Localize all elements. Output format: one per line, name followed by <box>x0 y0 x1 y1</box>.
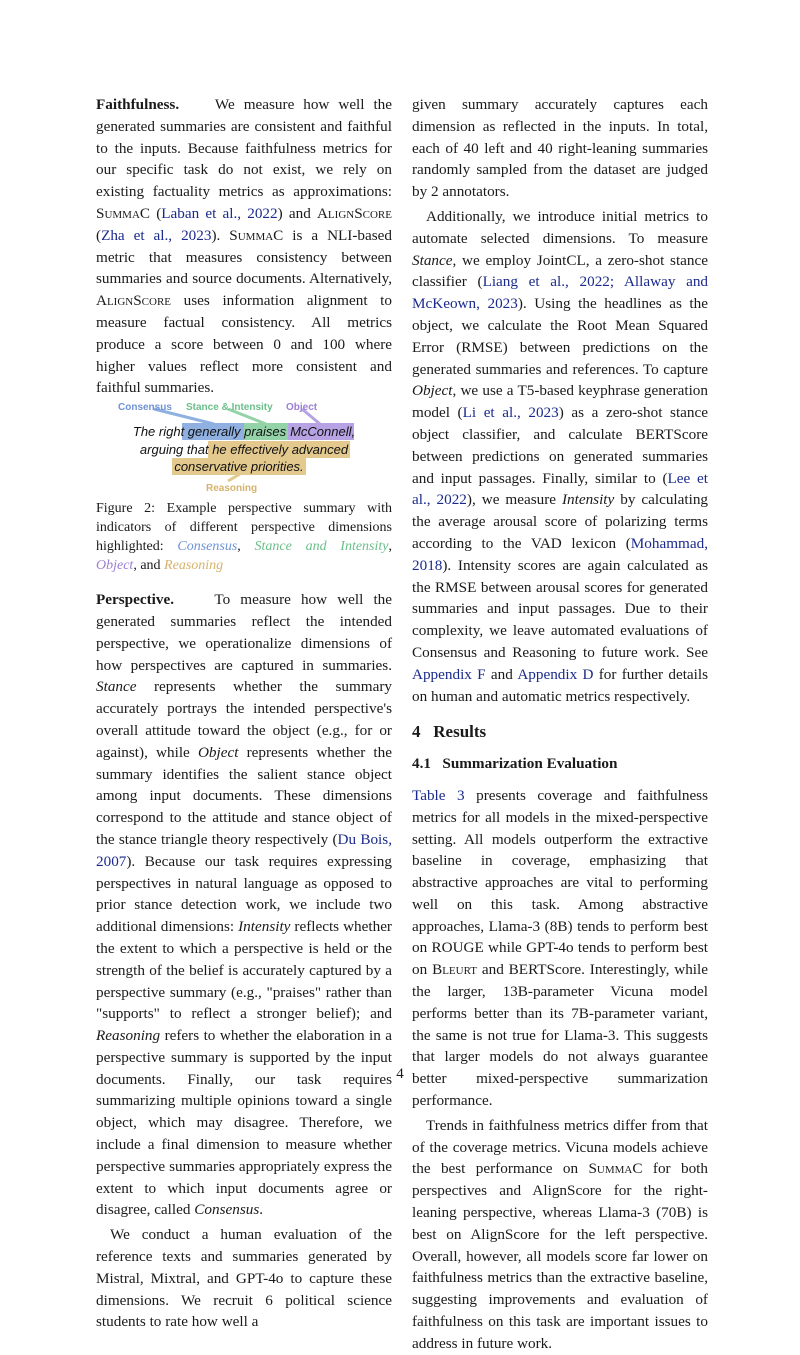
link-appendix-d[interactable]: Appendix D <box>517 665 594 683</box>
annotation-paragraph: given summary accurately captures each dimension as reflected in the inputs. In total, each of 40 left and 40 right-leaning summaries randomly sampled from the dataset are judged by 2 annotators. <box>412 96 708 201</box>
label-stance-intensity: Stance & Intensity <box>186 402 273 414</box>
figure-caption: Figure 2: Example perspective summary with indicators of different perspective dimensions highlighted: Consensus, Stance and Intensity, Object, and Reasoning <box>96 501 393 574</box>
faithfulness-trends-paragraph: Trends in faithfulness metrics differ from that of the coverage metrics. Vicuna models achieve the best performance on SummaC for both perspectives and AlignScore for the right-leaning perspective, whereas Llama-3 (70B) is best on AlignScore for the left perspective. Overall, however, all models score far lower on faithfulness metrics than the extractive baseline, suggesting improvements and evaluation of faithfulness on this task are important issues to address in future work. <box>412 1116 708 1352</box>
subsection-heading: 4.1 Summarization Evaluation <box>412 755 618 773</box>
section-heading: 4 Results <box>412 722 487 742</box>
coverage-paragraph: Table 3 presents coverage and faithfulness metrics for all models in the mixed-perspective setting. All models outperform the extractive baseline in coverage, emphasizing that abstractive approaches are vital to performing well on this task. Among abstractive approaches, Llama-3 (8B) tends to perform best on ROUGE while GPT-4o tends to perform best on Bleurt and BERTScore. Interestingly, while the larger, 13B-parameter Vicuna model performs better than its 7B-parameter variant, the same is not true for Llama-3. This suggests that larger models do not always guarantee better mixed-perspective summarization performance. <box>412 786 709 1110</box>
figure-2 <box>96 401 392 493</box>
page-number: 4 <box>396 1066 404 1082</box>
perspective-figure <box>96 401 392 493</box>
automatic-metrics-paragraph: Additionally, we introduce initial metrics to automate selected dimensions. To measure Stance, we employ JointCL, a zero-shot stance classifier (Liang et al., 2022; Allaway and McKeown, 2023). Using the headlines as the object, we calculate the Root Mean Squared Error (RMSE) between predictions on the generated summaries and references. To capture Object, we use a T5-based keyphrase generation model (Li et al., 2023) as a zero-shot stance object classifier, and calculate BERTScore between predictions on generated summaries and input passages. Finally, similar to (Lee et al., 2022), we measure Intensity by calculating the average arousal score of polarizing terms according to the VAD lexicon (Mohammad, 2018). Intensity scores are again calculated as the RMSE between arousal scores for generated summaries and input passages. Due to their complexity, we leave automated evaluations of Consensus and Reasoning to future work. See Appendix F and Appendix D for further details on human and automatic metrics respectively. <box>412 207 709 705</box>
label-consensus: Consensus <box>118 402 172 414</box>
right-column <box>412 94 708 1355</box>
human-eval-paragraph: We conduct a human evaluation of the reference texts and summaries generated by Mistral, Mixtral, and GPT-4o to capture these dimensions. We recruit 6 political science students to rate how well a <box>96 1226 392 1331</box>
citation-liang-allaway[interactable]: Liang et al., 2022; Allaway and McKeown, 2023 <box>412 273 709 313</box>
citation-dubois[interactable]: Du Bois, 2007 <box>96 830 392 870</box>
perspective-heading: Perspective. <box>96 591 175 609</box>
summary-line-2: arguing that he effectively advanced <box>139 442 349 458</box>
link-table-3[interactable]: Table 3 <box>412 786 465 804</box>
summary-line-3: conservative priorities. <box>174 459 304 475</box>
summary-line-1: The right generally praises McConnell, <box>132 424 356 440</box>
citation-laban[interactable]: Laban et al., 2022 <box>161 204 278 222</box>
link-appendix-f[interactable]: Appendix F <box>412 665 486 683</box>
faithfulness-heading: Faithfulness. <box>96 96 180 113</box>
citation-mohammad[interactable]: Mohammad, 2018 <box>412 534 708 574</box>
citation-lee[interactable]: Lee et al., 2022 <box>412 469 708 509</box>
faithfulness-paragraph: Faithfulness. We measure how well the generated summaries are consistent and faithful to the inputs. Because faithfulness metrics for our specific task do not exist, we rely on existing factuality metrics as approximations: SummaC (Laban et al., 2022) and AlignScore (Zha et al., 2023). SummaC is a NLI-based metric that measures consistency between summaries and source documents. Alternatively, AlignScore uses information alignment to measure factual consistency. All metrics produce a score between 0 and 100 where higher values reflect more consistent and faithful summaries. <box>96 96 393 397</box>
perspective-paragraph: Perspective. To measure how well the generated summaries reflect the intended perspective, we operationalize dimensions of how perspectives are captured in summaries. Stance represents whether the summary accurately portrays the intended perspective's overall attitude toward the object (e.g., for or against), while Object represents whether the summary identifies the salient stance object among input documents. These dimensions correspond to the attitude and stance object of the stance triangle theory respectively (Du Bois, 2007). Because our task requires expressing perspectives in natural language as opposed to prior stance detection work, we include two additional dimensions: Intensity reflects whether the extent to which a perspective is held or the strength of the belief is accurately captured by a perspective summary (e.g., "praises" rather than "supports" to reflect a stronger belief); and Reasoning refers to whether the elaboration in a perspective summary is supported by the input documents. Finally, our task requires summarizing multiple opinions toward a single object, which may disagree. Therefore, we include a final dimension to measure whether perspective summaries appropriately express the extent to which input documents agree or disagree, called Consensus. <box>96 591 392 1219</box>
label-reasoning: Reasoning <box>206 483 258 494</box>
citation-li[interactable]: Li et al., 2023 <box>462 404 559 422</box>
left-column <box>96 94 392 1333</box>
label-object: Object <box>286 402 318 414</box>
citation-zha[interactable]: Zha et al., 2023 <box>101 226 212 244</box>
connector-reasoning <box>228 474 240 481</box>
